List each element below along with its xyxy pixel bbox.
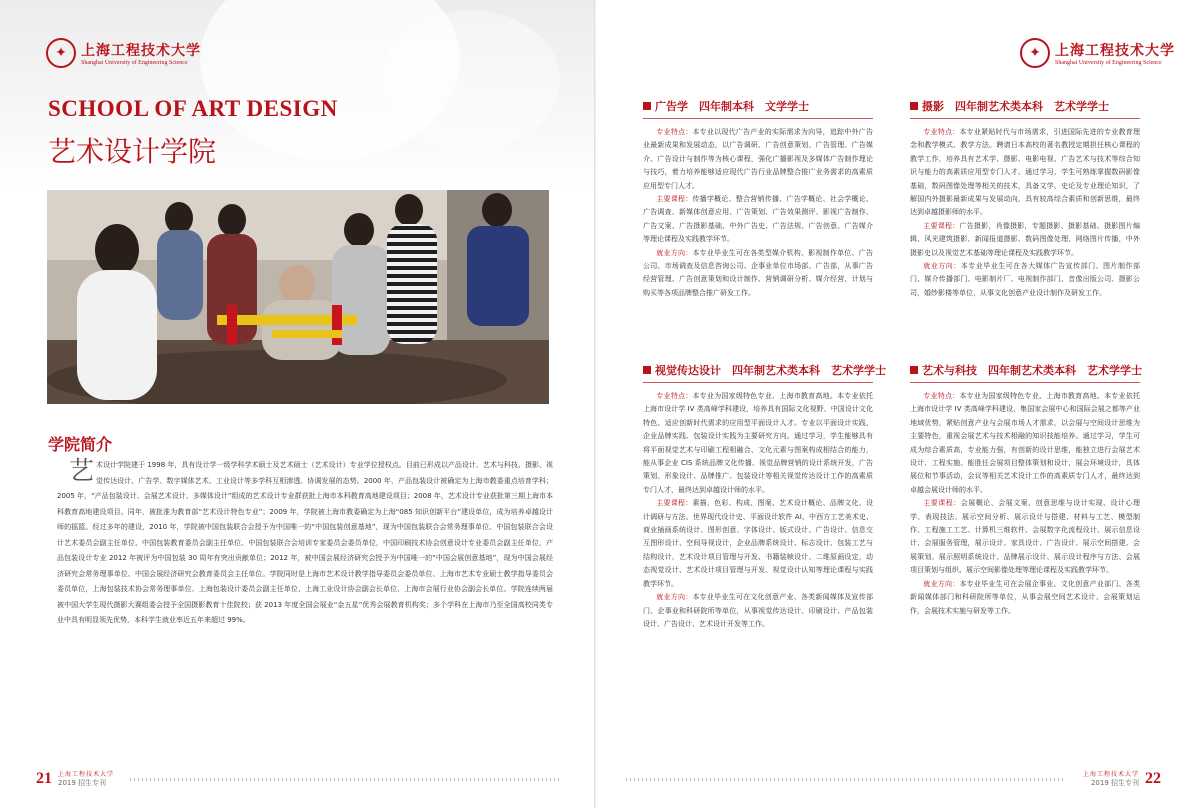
square-bullet-icon: [643, 102, 651, 110]
footer-cn: 上海工程技术大学: [58, 771, 115, 778]
classroom-photo: [47, 190, 549, 404]
program-courses: [910, 497, 1140, 577]
program-photography: [910, 98, 1140, 300]
heading-rule: [643, 382, 873, 383]
program-title: 摄影 四年制艺术类本科 艺术学学士: [922, 100, 1109, 113]
program-features: [910, 390, 1140, 497]
university-seal-icon: ✦: [46, 38, 76, 68]
program-courses: [643, 497, 873, 591]
program-courses: [643, 193, 873, 247]
logo-cn: 上海工程技术大学: [1055, 43, 1175, 59]
school-title-cn: 艺术设计学院: [48, 135, 217, 168]
logo-cn: 上海工程技术大学: [81, 43, 201, 59]
program-features: [643, 126, 873, 193]
features-text: 本专业为国家级特色专业、上海市教育高地。本专业依托上海市设计学 IV 类高峰学科建设，培养具有国际文化视野、中国设计文化特色、适应创新时代需求的应用型平面设计人才。专业以平面设计实践、企业品牌实践、包装设计实践为主要研究方向。通过学习，学生能够具有将平面视觉艺术与印刷工程相融合、文化元素与图案构成相结合的能力，能从事企业 CIS 系统品牌文化传播、视觉品牌营销的设计系统开发，广告策划、形象设计、品牌推广、包装设计等相关视觉传达设计工作的高素质专门人才，最终达到卓越设计师的水平。: [643, 392, 873, 494]
program-heading: [910, 98, 1140, 114]
university-logo: [1020, 38, 1175, 68]
square-bullet-icon: [910, 366, 918, 374]
university-seal-icon: ✦: [1020, 38, 1050, 68]
courses-text: 会展概论、会展文案、创意思维与设计实现、设计心理学、表现技法、展示空间分析、展示设计与搭建、材料与工艺、模型制作、工程施工工艺、计算机三维软件、会展数字化流程设计、展示信息设计、会展服务管理，展示设计、家具设计、广告设计、展示空间搭建、会展策划、展示照明系统设计、品牌展示设计、展示设计程序与方法、会展项目策划与组织、展示空间影像处理等理论课程及实践教学环节。: [910, 499, 1141, 575]
footer-sub: 2019 招生专刊: [58, 779, 107, 787]
program-title: 视觉传达设计 四年制艺术类本科 艺术学学士: [655, 364, 886, 377]
courses-text: 广告摄影，肖像摄影，专题摄影、摄影基础、摄影图片编辑、风光建筑摄影、新闻报道摄影、数码图像处理、网络图片传播，中外摄影史以及视觉艺术基础等理论课程及实践教学环节。: [910, 221, 1140, 257]
footer-dots: [130, 778, 560, 781]
square-bullet-icon: [643, 366, 651, 374]
logo-en: Shanghai University of Engineering Science: [1055, 60, 1162, 66]
program-career: [643, 591, 873, 631]
courses-label: 主要课程：: [656, 195, 693, 204]
program-features: [643, 390, 873, 497]
footer-sub: 2019 招生专刊: [1090, 779, 1140, 787]
program-heading: [910, 362, 1140, 378]
career-text: 本专业毕业生可在各类型媒介机构、影视制作单位、广告公司、市场调查及信息咨询公司、企事业单位市场部、广告部，从事广告经营管理、广告创意策划和设计制作、营销调研分析、媒介经营、计划与购买等各项品牌整合推广研发工作。: [643, 248, 873, 297]
program-advertising: [643, 98, 873, 300]
heading-rule: [643, 118, 873, 119]
courses-label: 主要课程：: [923, 499, 961, 508]
footer-cn: 上海工程技术大学: [1083, 771, 1140, 778]
program-features: [910, 126, 1140, 220]
program-title: 广告学 四年制本科 文学学士: [655, 100, 809, 113]
career-text: 本专业毕业生可在各大媒体广告宣传部门、图片制作部门、媒介传播部门、电影制片厂、电视制作部门、音像出版公司、摄影公司，婚纱影楼等单位，从事文化创意产业设计制作及研发工作。: [910, 262, 1141, 297]
logo-en: Shanghai University of Engineering Science: [81, 60, 188, 66]
courses-label: 主要课程：: [923, 221, 960, 230]
career-label: 就业方向：: [656, 248, 693, 257]
courses-text: 传播学概论、整合营销传播、广告学概论、社会学概论、广告调查、新媒体创意应用、广告策划、广告效果测评、影视广告制作、广告文案、广告摄影基础、中外广告史、广告法规、广告创意、广告媒介等理论课程及实践教学环节。: [643, 195, 873, 244]
features-label: 专业特点：: [923, 128, 960, 136]
right-page: [596, 0, 1191, 808]
page-number: 22: [1145, 769, 1162, 787]
footer-left: [36, 769, 114, 788]
program-career: [910, 578, 1140, 618]
career-label: 就业方向：: [923, 579, 960, 588]
program-visual-communication: [643, 362, 886, 631]
university-logo: [46, 38, 201, 68]
school-title-en: SCHOOL OF ART DESIGN: [48, 96, 338, 121]
page-number: 21: [36, 769, 52, 787]
features-label: 专业特点：: [656, 128, 693, 136]
footer-dots: [626, 778, 1066, 781]
career-text: 本专业毕业生可在会展企事业、文化创意产业部门、各类新闻媒体部门和科研院所等单位，从事会展空间艺术设计、会展策划运作，会展技术实施与研发等工作。: [910, 579, 1140, 615]
career-label: 就业方向：: [923, 262, 961, 271]
features-text: 本专业紧贴时代与市场需求，引进国际先进的专业教育理念和教学模式、教学方法。聘请日本高校的著名教授定期担任核心课程的教学工作，培养具有艺术学、摄影、电影电视、广告艺术与技术等综合知识与能力的高素质应用型专门人才。通过学习，学生可熟练掌握数码影像基础，数码图像处理等相关的技术，具备文学、史论及专业理论知识，了解国内外摄影最新成果与发展动向，具有较高综合素质和创新思维，最终达到卓越摄影师的水平。: [910, 128, 1140, 217]
program-career: [643, 247, 873, 301]
program-career: [910, 260, 1140, 300]
program-courses: [910, 220, 1140, 260]
features-label: 专业特点：: [656, 392, 693, 400]
intro-text: 术设计学院建于 1998 年，具有设计学一级学科学术硕士及艺术硕士（艺术设计）专业学位授权点。目前已形成以产品设计、艺术与科技、摄影、视觉传达设计、广告学、数字媒体艺术、工业设计等多学科互相渗透、协调发展的态势。2000 年，产品包装设计被确定为上海市教委重点培育学科；2005 年，“产品包装设计、会展艺术设计、多媒体设计”组成的艺术设计专业群获批上海市本科教育高地建设项目；2008 年，艺术设计专业获批第三期上海市本科教育高地建设项目。同年，被批准为教育部“艺术设计特色专业”；2009 年，学院被上海市教委确定为上海“085 知识创新平台”建设单位，成为培养卓越设计师的摇篮。经过多年的建设，2010 年，学院被中国包装联合会授予为中国唯一的“中国包装创意基地”，现为中国包装联合会常务理事单位、中国包装联合会设计艺术委员会副主任单位、中国包装教育委员会副主任单位、中国包装联合会培训专家委员会委员单位，中国印刷技术协会创意设计专业委员会副主任单位，产品包装设计专业 2012 年被评为中国包装 30 周年有突出贡献单位；2012 年，被中国会展经济研究会授予为中国唯一的“中国会展创意基地”，现为中国会展经济研究会常务理事单位、中国会展经济研究会教育委员会主任单位。学院同时是上海市艺术设计教学指导委员会委员单位、上海市艺术专业硕士教学指导委员会委员单位，上海包装技术协会常务理事单位、上海包装设计委员会副主任单位、上海工业设计协会副会长单位、上海市会展行业协会副会长单位。学院连续两届被中国大学生现代摄影大赛组委会授予全国摄影教育十佳院校；获 2013 年度全国会展业“金五星”优秀会展教育机构奖；多个学科在上海市乃至全国高校同类专业中具有明显领先优势，本科学生就业率近五年来超过 99%。: [57, 461, 553, 624]
career-text: 本专业毕业生可在文化创意产业、各类新闻媒体及宣传部门、企事业和科研院所等单位，从事视觉传达设计、印刷设计、产品包装设计、广告设计、艺术设计开发等工作。: [643, 593, 873, 628]
left-page: [0, 0, 595, 808]
program-heading: [643, 362, 886, 378]
intro-paragraph: [57, 458, 553, 629]
features-text: 本专业以现代广告产业的实际需求为向导，追踪中外广告业最新成果和发展动态，以广告调研、广告创意策划、广告管理、广告媒介、广告设计与制作等为核心课程，强化广播影视及多媒体广告制作理论与技巧，着力培养能够适应现代广告行业品牌整合推广业务需求的高素质应用型专门人才。: [643, 128, 873, 190]
courses-label: 主要课程：: [656, 499, 693, 508]
features-label: 专业特点：: [923, 392, 960, 400]
program-title: 艺术与科技 四年制艺术类本科 艺术学学士: [922, 364, 1142, 377]
footer-right: [1083, 769, 1161, 788]
intro-title: 学院简介: [48, 435, 113, 454]
intro-drop-cap: 艺: [69, 456, 95, 485]
features-text: 本专业为国家级特色专业、上海市教育高地。本专业依托上海市设计学 IV 类高峰学科建设，集国家会展中心和国际会展之都等产业地域优势，紧贴创意产业与会展市场人才需求，以会展与空间设计思维为主要特色，重视会展艺术与技术相融的知识技能培养。通过学习，学生可成为综合素质高，专业能力强，有创新的设计思维，能独立进行会展艺术设计、工程实施、能胜任会展项目整体策划和设计，展会环境设计，具体展位和节事活动，会议等相关艺术设计工作的高素质专门人才，最终达到卓越会展设计师的水平。: [910, 392, 1140, 494]
program-heading: [643, 98, 873, 114]
square-bullet-icon: [910, 102, 918, 110]
courses-text: 素描、色彩、构成、图案、艺术设计概论、品牌文化、设计调研与方法、世界现代设计史、平面设计软件 AI、中西方工艺美术史、商业插画系统设计、图形创意、字体设计、版式设计、广告设计、信息交互图形设计、空间导视设计，企业品牌系统设计、标志设计、包装工艺与结构设计、艺术设计项目管理与开发、书籍装帧设计、二维原画设定，动态视觉设计、艺术设计项目管理与开发、视觉设计认知等理论课程与实践教学环节。: [643, 499, 873, 588]
career-label: 就业方向：: [656, 593, 693, 602]
heading-rule: [910, 118, 1140, 119]
program-art-and-technology: [910, 362, 1140, 618]
photo-illustration: [47, 190, 549, 404]
heading-rule: [910, 382, 1140, 383]
